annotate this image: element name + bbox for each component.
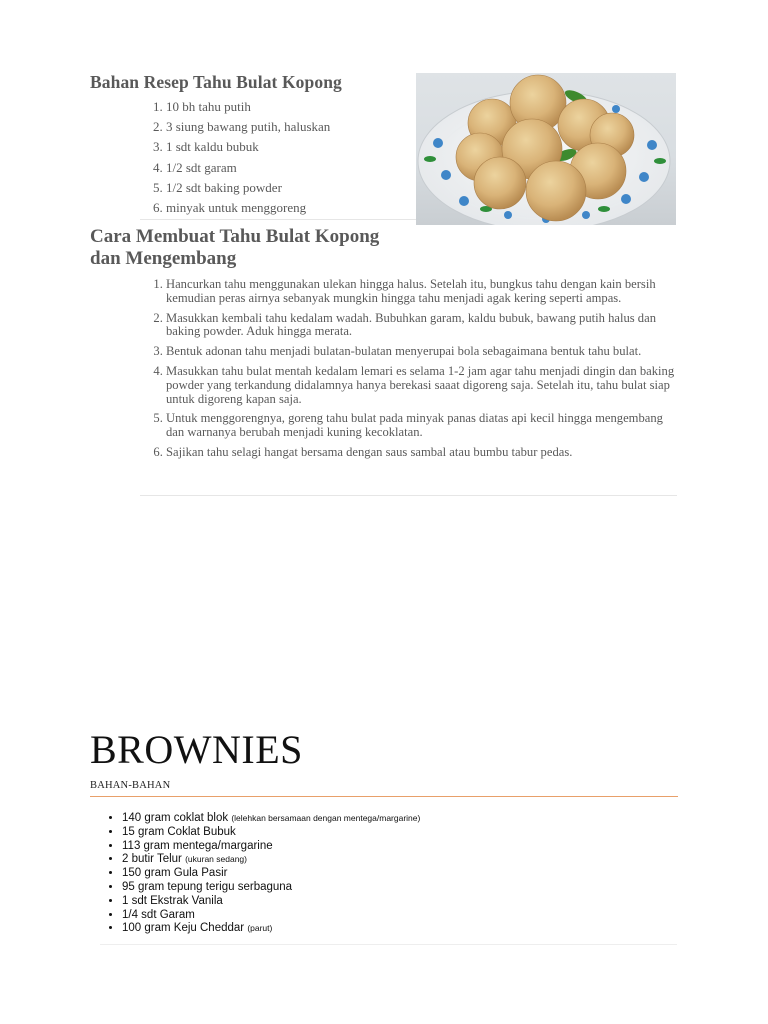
list-item: 2. Masukkan kembali tahu kedalam wadah. Bubuhkan garam, kaldu bubuk, bawang putih halus dan baking powder. Aduk hingga merata. xyxy=(166,312,676,340)
list-item: 1. Hancurkan tahu menggunakan ulekan hingga halus. Setelah itu, bungkus tahu dengan kain bersih kemudian peras airnya sebanyak mungkin hingga tahu menjadi agak kering seperti ampas. xyxy=(166,278,676,306)
tahu-steps-list xyxy=(140,278,676,466)
ingredient-main: 95 gram tepung terigu serbaguna xyxy=(122,880,293,893)
ingredient-main: 113 gram mentega/margarine xyxy=(122,839,273,852)
method-title: Cara Membuat Tahu Bulat Kopong dan Mengembang xyxy=(90,226,380,269)
list-item: 3. 1 sdt kaldu bubuk xyxy=(166,137,416,157)
tahu-bulat-illustration xyxy=(416,73,676,225)
list-item: 1. 10 bh tahu putih xyxy=(166,97,416,117)
list-item: 5. 1/2 sdt baking powder xyxy=(166,178,416,198)
list-item: 6. minyak untuk menggoreng xyxy=(166,198,416,218)
divider xyxy=(100,944,677,945)
section-label: BAHAN-BAHAN xyxy=(90,780,171,791)
ingredient-main: 100 gram Keju Cheddar xyxy=(122,922,245,935)
ingredient-main: 2 butir Telur xyxy=(122,853,182,866)
ingredient-main: 150 gram Gula Pasir xyxy=(122,867,228,880)
ingredient-main: 1/4 sdt Garam xyxy=(122,908,195,921)
list-item: 5. Untuk menggorengnya, goreng tahu bulat pada minyak panas diatas api kecil hingga mengembang dan warnanya berubah menjadi kuning kecoklatan. xyxy=(166,412,676,440)
list-item xyxy=(122,867,682,881)
list-item: 4. Masukkan tahu bulat mentah kedalam lemari es selama 1-2 jam agar tahu menjadi dingin dan baking powder yang terkandung didalamnya hanya berekasi saaat digoreng saja. Setelah itu, tahu bulat siap untuk digoreng kapan saja. xyxy=(166,365,676,406)
divider xyxy=(140,219,416,220)
brownies-title: BROWNIES xyxy=(90,727,303,772)
list-item: 2. 3 siung bawang putih, haluskan xyxy=(166,117,416,137)
accent-divider xyxy=(90,796,678,797)
ingredient-main: 1 sdt Ekstrak Vanila xyxy=(122,894,223,907)
list-item: 6. Sajikan tahu selagi hangat bersama dengan saus sambal atau bumbu tabur pedas. xyxy=(166,446,676,460)
list-item: 4. 1/2 sdt garam xyxy=(166,158,416,178)
divider xyxy=(140,495,677,496)
recipe-title: Bahan Resep Tahu Bulat Kopong xyxy=(90,72,342,92)
ingredient-note: (parut) xyxy=(247,923,273,934)
list-item xyxy=(122,853,682,867)
brownies-ingredients-list xyxy=(100,812,682,936)
ingredient-main: 140 gram coklat blok xyxy=(122,812,229,824)
list-item xyxy=(122,812,682,826)
list-item xyxy=(122,909,682,923)
tahu-ingredients-list xyxy=(140,97,416,218)
list-item xyxy=(122,895,682,909)
ingredient-main: 15 gram Coklat Bubuk xyxy=(122,825,236,838)
ingredient-note: (lelehkan bersamaan dengan mentega/margarine) xyxy=(231,813,421,823)
list-item xyxy=(122,826,682,840)
list-item xyxy=(122,881,682,895)
ingredient-note: (ukuran sedang) xyxy=(185,854,247,865)
list-item: 3. Bentuk adonan tahu menjadi bulatan-bulatan menyerupai bola sebagaimana bentuk tahu bulat. xyxy=(166,345,676,359)
tahu-bulat-photo xyxy=(416,73,676,225)
list-item xyxy=(122,922,682,936)
list-item xyxy=(122,840,682,854)
